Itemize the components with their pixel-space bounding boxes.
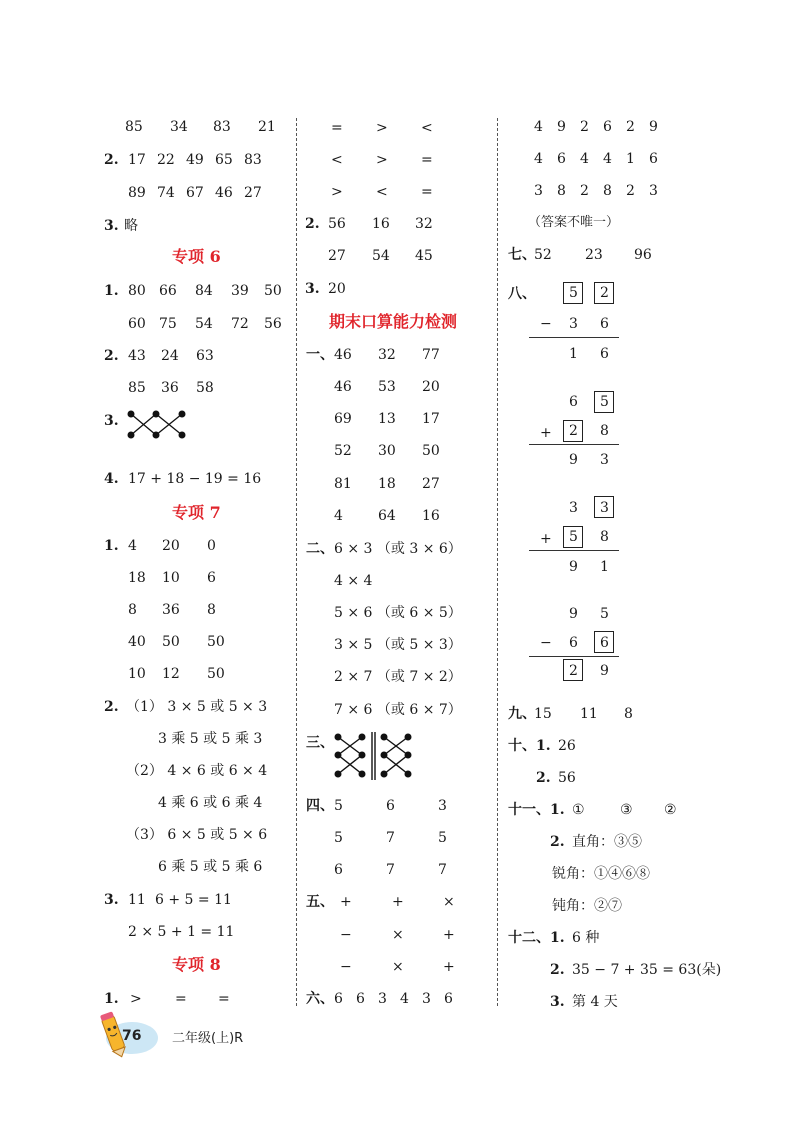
answer: > xyxy=(376,120,388,136)
answer: 45 xyxy=(415,248,433,264)
section-label: 三、 xyxy=(306,735,334,751)
digit: 5 xyxy=(569,529,578,545)
digit: 6 xyxy=(600,316,609,332)
answer: = xyxy=(421,184,433,200)
answer: 8 xyxy=(207,602,216,618)
section-label: 七、 xyxy=(508,247,536,263)
answer-line: （3） 6 × 5 或 5 × 6 xyxy=(126,827,268,843)
answer: 34 xyxy=(170,119,188,135)
answer: 3 xyxy=(378,991,387,1007)
answer: 第 4 天 xyxy=(572,994,618,1010)
answer: 65 xyxy=(215,152,233,168)
answer: − xyxy=(340,959,352,975)
digit: 5 xyxy=(569,285,578,301)
answer: 20 xyxy=(162,538,180,554)
answer: = xyxy=(421,152,433,168)
question-number: 2. xyxy=(550,962,565,978)
answer: × xyxy=(443,894,455,910)
answer-line: 6 乘 5 或 5 乘 6 xyxy=(158,859,263,875)
answer: 17 xyxy=(422,411,440,427)
grid-cell: 2 xyxy=(580,183,589,199)
answer: 5 xyxy=(438,830,447,846)
grid-cell: 4 xyxy=(580,151,589,167)
question-number: 1. xyxy=(536,738,551,754)
answer: ① xyxy=(572,802,585,818)
grid-cell: 8 xyxy=(603,183,612,199)
grid-cell: 4 xyxy=(534,151,543,167)
grid-cell: 6 xyxy=(557,151,566,167)
question-number: 1. xyxy=(104,538,119,554)
grid-cell: 6 xyxy=(603,119,612,135)
answer: 53 xyxy=(378,379,396,395)
section-label: 十一、 xyxy=(508,802,550,818)
answer: 30 xyxy=(378,443,396,459)
answer: 6 xyxy=(356,991,365,1007)
answer: 10 xyxy=(162,570,180,586)
grid-cell: 6 xyxy=(649,151,658,167)
answer: 69 xyxy=(334,411,352,427)
answer: 略 xyxy=(124,218,138,234)
answer: 84 xyxy=(195,283,213,299)
answer: 6 xyxy=(444,991,453,1007)
answer: < xyxy=(376,184,388,200)
answer: 72 xyxy=(231,316,249,332)
section-label: 八、 xyxy=(508,286,536,302)
answer: < xyxy=(421,120,433,136)
digit: 9 xyxy=(569,606,578,622)
answer-line: 3 乘 5 或 5 乘 3 xyxy=(158,731,263,747)
answer-line: 4 × 4 xyxy=(334,573,373,589)
answer: 11 xyxy=(580,706,598,722)
answer: 43 xyxy=(128,348,146,364)
answer: + xyxy=(443,927,455,943)
digit: 3 xyxy=(569,316,578,332)
grid-cell: 3 xyxy=(649,183,658,199)
calc-line xyxy=(529,656,619,657)
answer: 4 xyxy=(334,508,343,524)
answer: 75 xyxy=(159,316,177,332)
answer: 39 xyxy=(231,283,249,299)
answer-line: 3 × 5 （或 5 × 3） xyxy=(334,637,462,653)
operator: + xyxy=(540,531,552,547)
operator: − xyxy=(540,635,552,651)
grid-cell: 1 xyxy=(626,151,635,167)
question-number: 3. xyxy=(550,994,565,1010)
answer: 52 xyxy=(534,247,552,263)
answer: 16 xyxy=(372,216,390,232)
answer-line: 7 × 6 （或 6 × 7） xyxy=(334,702,462,718)
question-number: 4. xyxy=(104,471,119,487)
question-number: 1. xyxy=(550,802,565,818)
answer: 2 × 5 + 1 = 11 xyxy=(128,924,235,940)
digit: 2 xyxy=(569,663,578,679)
page-number: 76 xyxy=(122,1028,142,1044)
answer: 23 xyxy=(585,247,603,263)
digit: 3 xyxy=(600,500,609,516)
answer: 64 xyxy=(378,508,396,524)
answer: 32 xyxy=(378,347,396,363)
section-label: 九、 xyxy=(508,706,536,722)
answer: 52 xyxy=(334,443,352,459)
answer: 58 xyxy=(196,380,214,396)
digit: 5 xyxy=(600,606,609,622)
digit: 5 xyxy=(600,394,609,410)
answer: 20 xyxy=(422,379,440,395)
answer: 6 xyxy=(207,570,216,586)
answer: 35 − 7 + 35 = 63(朵) xyxy=(572,962,722,978)
answer: 21 xyxy=(258,119,276,135)
answer: 80 xyxy=(128,283,146,299)
digit: 6 xyxy=(600,635,609,651)
answer: 8 xyxy=(128,602,137,618)
answer: ③ xyxy=(620,802,633,818)
answer: 32 xyxy=(415,216,433,232)
answer: 直角：③⑤ xyxy=(572,834,642,850)
answer: 50 xyxy=(264,283,282,299)
section-label: 六、 xyxy=(306,991,334,1007)
answer: 46 xyxy=(334,347,352,363)
answer: 50 xyxy=(162,634,180,650)
column-divider xyxy=(296,118,297,1006)
answer: 18 xyxy=(378,476,396,492)
digit: 9 xyxy=(600,663,609,679)
question-number: 3. xyxy=(104,413,119,429)
question-number: 1. xyxy=(550,930,565,946)
answer: 46 xyxy=(334,379,352,395)
answer: 50 xyxy=(207,666,225,682)
answer: 85 xyxy=(125,119,143,135)
answer: 5 xyxy=(334,830,343,846)
answer: > xyxy=(130,991,142,1007)
grid-cell: 4 xyxy=(603,151,612,167)
operator: + xyxy=(540,425,552,441)
answer: × xyxy=(392,927,404,943)
digit: 3 xyxy=(569,500,578,516)
answer: 36 xyxy=(161,380,179,396)
digit: 2 xyxy=(569,423,578,439)
answer: 15 xyxy=(534,706,552,722)
answer: 锐角：①④⑥⑧ xyxy=(552,866,650,882)
matching-diagram xyxy=(124,408,194,444)
answer-line: 2 × 7 （或 7 × 2） xyxy=(334,669,462,685)
question-number: 2. xyxy=(104,699,119,715)
answer: 85 xyxy=(128,380,146,396)
answer: 46 xyxy=(215,185,233,201)
section-label: 十二、 xyxy=(508,930,550,946)
answer: 11 xyxy=(128,892,146,908)
answer: 7 xyxy=(438,862,447,878)
answer: 17 + 18 − 19 = 16 xyxy=(128,471,262,487)
answer: 7 xyxy=(386,830,395,846)
grid-cell: 2 xyxy=(626,119,635,135)
answer: 10 xyxy=(128,666,146,682)
answer: 83 xyxy=(244,152,262,168)
question-number: 1. xyxy=(104,283,119,299)
answer: 26 xyxy=(558,738,576,754)
answer: 49 xyxy=(186,152,204,168)
answer: 56 xyxy=(328,216,346,232)
section-title: 专项 6 xyxy=(172,247,221,266)
answer: 74 xyxy=(157,185,175,201)
note: （答案不唯一） xyxy=(528,215,620,230)
question-number: 2. xyxy=(104,348,119,364)
answer: + xyxy=(392,894,404,910)
answer: 40 xyxy=(128,634,146,650)
calc-line xyxy=(529,337,619,338)
section-label: 二、 xyxy=(306,541,334,557)
answer: > xyxy=(376,152,388,168)
answer: 56 xyxy=(264,316,282,332)
answer: 5 xyxy=(334,798,343,814)
matching-diagram xyxy=(332,730,422,782)
grade-label: 二年级(上)R xyxy=(172,1031,244,1046)
section-title: 专项 7 xyxy=(172,503,221,522)
answer-line: （2） 4 × 6 或 6 × 4 xyxy=(126,763,268,779)
grid-cell: 2 xyxy=(580,119,589,135)
answer: 6 + 5 = 11 xyxy=(155,892,232,908)
answer: 4 xyxy=(400,991,409,1007)
answer: = xyxy=(175,991,187,1007)
answer: 27 xyxy=(422,476,440,492)
grid-cell: 2 xyxy=(626,183,635,199)
answer: 56 xyxy=(558,770,576,786)
digit: 6 xyxy=(569,394,578,410)
digit: 6 xyxy=(569,635,578,651)
grid-cell: 9 xyxy=(649,119,658,135)
question-number: 2. xyxy=(550,834,565,850)
answer: 96 xyxy=(634,247,652,263)
digit: 8 xyxy=(600,529,609,545)
column-divider xyxy=(497,118,498,1006)
answer: 3 xyxy=(438,798,447,814)
digit: 1 xyxy=(569,346,578,362)
answer: 3 xyxy=(422,991,431,1007)
question-number: 3. xyxy=(104,892,119,908)
answer: 77 xyxy=(422,347,440,363)
question-number: 2. xyxy=(305,216,320,232)
question-number: 2. xyxy=(104,152,119,168)
answer: 83 xyxy=(213,119,231,135)
answer: − xyxy=(340,927,352,943)
answer: 63 xyxy=(196,348,214,364)
section-label: 四、 xyxy=(306,798,334,814)
answer: 6 xyxy=(334,991,343,1007)
operator: − xyxy=(540,316,552,332)
answer: 17 xyxy=(128,152,146,168)
answer: 0 xyxy=(207,538,216,554)
answer-line: 5 × 6 （或 6 × 5） xyxy=(334,605,462,621)
answer: 81 xyxy=(334,476,352,492)
grid-cell: 4 xyxy=(534,119,543,135)
answer: 4 xyxy=(128,538,137,554)
answer: 67 xyxy=(186,185,204,201)
section-label: 五、 xyxy=(306,894,334,910)
section-label: 一、 xyxy=(306,347,334,363)
answer: 6 xyxy=(334,862,343,878)
answer: 20 xyxy=(328,281,346,297)
answer: 6 种 xyxy=(572,930,600,946)
answer: 18 xyxy=(128,570,146,586)
answer: 22 xyxy=(157,152,175,168)
calc-line xyxy=(529,550,619,551)
answer: + xyxy=(340,894,352,910)
digit: 6 xyxy=(600,346,609,362)
answer: = xyxy=(331,120,343,136)
answer: 12 xyxy=(162,666,180,682)
answer: = xyxy=(218,991,230,1007)
answer: 50 xyxy=(207,634,225,650)
digit: 9 xyxy=(569,559,578,575)
answer: 50 xyxy=(422,443,440,459)
answer: 6 xyxy=(386,798,395,814)
digit: 8 xyxy=(600,423,609,439)
answer: 89 xyxy=(128,185,146,201)
answer-line: 6 × 3 （或 3 × 6） xyxy=(334,541,462,557)
answer: 钝角：②⑦ xyxy=(552,898,622,914)
answer: 54 xyxy=(195,316,213,332)
question-number: 1. xyxy=(104,991,119,1007)
answer-line: 4 乘 6 或 6 乘 4 xyxy=(158,795,263,811)
answer-line: （1） 3 × 5 或 5 × 3 xyxy=(126,699,268,715)
answer: < xyxy=(331,152,343,168)
grid-cell: 3 xyxy=(534,183,543,199)
section-title: 期末口算能力检测 xyxy=(329,312,458,331)
grid-cell: 9 xyxy=(557,119,566,135)
digit: 9 xyxy=(569,452,578,468)
answer: 60 xyxy=(128,316,146,332)
answer: 36 xyxy=(162,602,180,618)
question-number: 2. xyxy=(536,770,551,786)
section-label: 十、 xyxy=(508,738,536,754)
answer: 8 xyxy=(624,706,633,722)
digit: 2 xyxy=(600,285,609,301)
answer: 16 xyxy=(422,508,440,524)
answer: 13 xyxy=(378,411,396,427)
answer: + xyxy=(443,959,455,975)
digit: 1 xyxy=(600,559,609,575)
section-title: 专项 8 xyxy=(172,955,221,974)
answer: × xyxy=(392,959,404,975)
question-number: 3. xyxy=(305,281,320,297)
grid-cell: 8 xyxy=(557,183,566,199)
answer: 27 xyxy=(328,248,346,264)
answer: 54 xyxy=(372,248,390,264)
answer: 24 xyxy=(161,348,179,364)
answer: 66 xyxy=(159,283,177,299)
answer: 7 xyxy=(386,862,395,878)
answer: > xyxy=(331,184,343,200)
digit: 3 xyxy=(600,452,609,468)
answer: ② xyxy=(664,802,677,818)
question-number: 3. xyxy=(104,218,119,234)
answer: 27 xyxy=(244,185,262,201)
calc-line xyxy=(529,444,619,445)
